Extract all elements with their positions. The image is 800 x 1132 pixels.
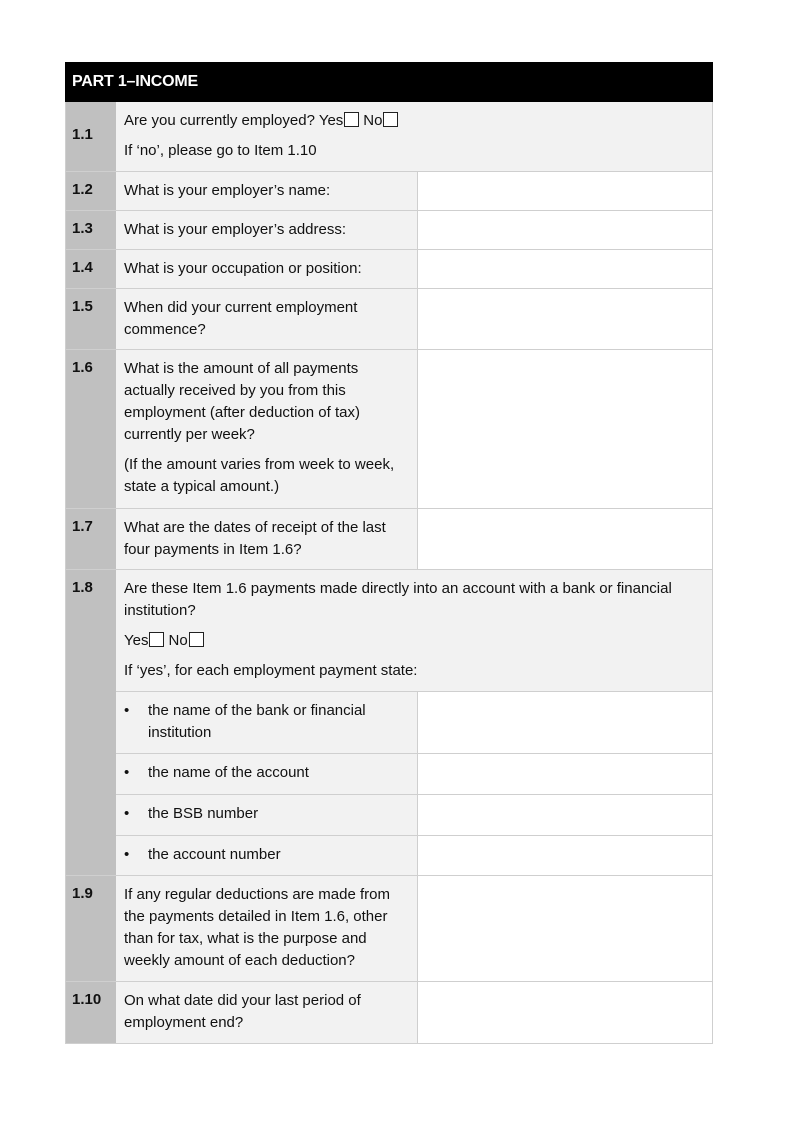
payment-dates-field[interactable] [417,509,713,569]
item-1-10-row [65,982,713,1044]
bullet-text: the BSB number [148,805,259,822]
bullet-icon: • [124,846,130,863]
bullet-item [116,692,417,753]
employer-address-field[interactable] [417,211,713,249]
weekly-payment-field[interactable] [417,350,713,508]
item-question: If any regular deductions are made from the payments detailed in Item 1.6, other than for tax, what is the purpose and weekly amount of each deduction? [116,876,417,981]
yes-checkbox[interactable] [344,112,359,127]
item-1-2-row [65,172,713,211]
item-question: What is your employer’s name: [116,172,417,210]
item-note: If ‘yes’, for each employment payment state: [124,662,418,679]
item-note: (If the amount varies from week to week, state a typical amount.) [124,456,395,495]
item-1-1-row [65,102,713,172]
occupation-field[interactable] [417,250,713,288]
question-text: What is the amount of all payments actually received by you from this employment (after deduction of tax) currently per week? [124,360,360,443]
bullet-row [116,836,713,876]
section-header: PART 1–INCOME [65,62,713,102]
bullet-icon: • [124,764,130,781]
employer-name-field[interactable] [417,172,713,210]
no-label: No [168,632,188,649]
bullet-item [116,795,417,835]
no-checkbox[interactable] [383,112,398,127]
item-question: What is your occupation or position: [116,250,417,288]
item-question: What are the dates of receipt of the last four payments in Item 1.6? [116,509,417,569]
item-question [116,350,417,508]
item-question [116,102,713,171]
item-number: 1.9 [65,876,116,981]
yes-label: Yes [124,632,149,649]
item-number: 1.1 [65,102,116,171]
bullet-text: the name of the account [148,764,309,781]
bullet-row [116,754,713,795]
employment-end-date-field[interactable] [417,982,713,1043]
item-question: When did your current employment commence? [116,289,417,349]
bank-name-field[interactable] [417,692,713,753]
item-number: 1.4 [65,250,116,288]
item-number: 1.3 [65,211,116,249]
item-note: If ‘no’, please go to Item 1.10 [124,142,317,159]
bullet-row [116,795,713,836]
item-1-9-row [65,876,713,982]
item-1-5-row [65,289,713,350]
bullet-item [116,754,417,794]
employment-commence-field[interactable] [417,289,713,349]
question-text: Are these Item 1.6 payments made directly into an account with a bank or financial institution? [124,580,672,619]
bullet-icon: • [124,702,130,719]
account-number-field[interactable] [417,836,713,875]
item-1-6-row [65,350,713,509]
item-number: 1.8 [65,570,116,875]
item-question [116,570,713,691]
item-1-4-row [65,250,713,289]
item-question: On what date did your last period of employment end? [116,982,417,1043]
item-number: 1.2 [65,172,116,210]
employed-question: Are you currently employed? Yes [124,112,344,129]
account-name-field[interactable] [417,754,713,794]
item-question: What is your employer’s address: [116,211,417,249]
bullet-text: the account number [148,846,281,863]
deductions-field[interactable] [417,876,713,981]
item-number: 1.7 [65,509,116,569]
item-1-8-question-row [116,570,713,692]
item-1-7-row [65,509,713,570]
bullet-row [116,692,713,754]
item-1-3-row [65,211,713,250]
no-checkbox[interactable] [189,632,204,647]
bullet-text: the name of the bank or financial institution [148,702,366,741]
item-number: 1.6 [65,350,116,508]
no-label: No [363,112,383,129]
yes-checkbox[interactable] [149,632,164,647]
item-number: 1.5 [65,289,116,349]
bullet-item [116,836,417,875]
item-number: 1.10 [65,982,116,1043]
bullet-icon: • [124,805,130,822]
bsb-number-field[interactable] [417,795,713,835]
